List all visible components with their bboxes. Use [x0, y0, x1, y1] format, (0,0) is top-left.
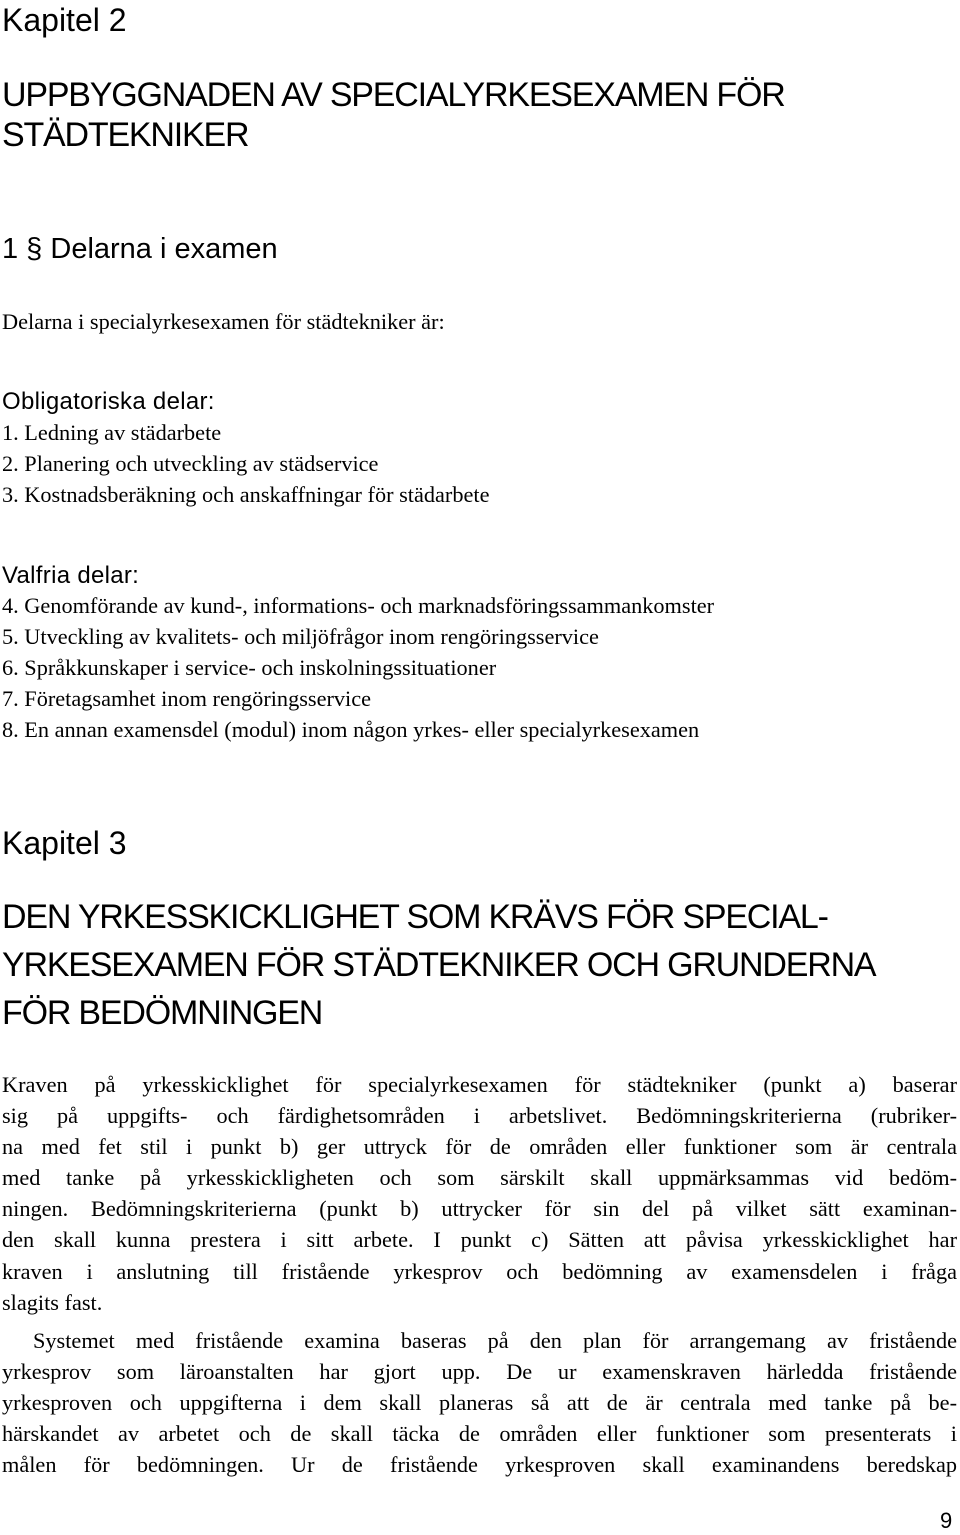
chapter-3-title-line: FÖR BEDÖMNINGEN	[2, 994, 323, 1032]
paragraph-line: ningen. Bedömningskriterierna (punkt b) uttrycker för sin del på vilket sätt examinan-	[2, 1196, 957, 1222]
section-heading: 1 § Delarna i examen	[2, 233, 278, 265]
list-item: 7. Företagsamhet inom rengöringsservice	[2, 686, 372, 712]
list-item: 2. Planering och utveckling av städservice	[2, 451, 379, 477]
optional-parts-label: Valfria delar:	[2, 562, 140, 589]
paragraph-line: yrkesproven och uppgifterna i dem skall planeras så att de är centrala med tanke på be-	[2, 1390, 957, 1416]
intro-text: Delarna i specialyrkesexamen för städtekniker är:	[2, 309, 445, 334]
chapter-2-label: Kapitel 2	[2, 2, 127, 38]
optional-parts-list	[2, 590, 714, 745]
chapter-2-title	[2, 75, 785, 155]
paragraph-line: Systemet med fristående examina baseras på den plan för arrangemang av fristående	[33, 1328, 957, 1353]
paragraph-line: sig på uppgifts- och färdighetsområden i arbetslivet. Bedömningskriterierna (rubriker-	[2, 1103, 957, 1129]
paragraph-line: med tanke på yrkesskickligheten och som särskilt skall uppmärksammas vid bedöm-	[2, 1165, 957, 1191]
paragraph-line: yrkesprov som läroanstalten har gjort upp. De ur examenskraven härledda fristående	[2, 1359, 957, 1385]
list-item: 3. Kostnadsberäkning och anskaffningar för städarbete	[2, 482, 490, 508]
list-item: 4. Genomförande av kund-, informations- och marknadsföringssammankomster	[2, 593, 715, 618]
paragraph-1	[2, 1069, 957, 1318]
paragraph-line: kraven i anslutning till fristående yrkesprov och bedömning av examensdelen i fråga	[2, 1258, 957, 1284]
paragraph-line: härskandet av arbetet och de skall täcka de områden eller funktioner som presenterats i	[2, 1421, 957, 1447]
chapter-3-title-line: DEN YRKESSKICKLIGHET SOM KRÄVS FÖR SPECIAL-	[2, 898, 828, 936]
paragraph-line: na med fet stil i punkt b) ger uttryck för de områden eller funktioner som är centrala	[2, 1134, 957, 1160]
paragraph-line: slagits fast.	[2, 1289, 103, 1315]
chapter-3-label: Kapitel 3	[2, 825, 127, 861]
page-number: 9	[940, 1508, 953, 1533]
chapter-2-title-line: STÄDTEKNIKER	[2, 116, 249, 154]
chapter-2-title-line: UPPBYGGNADEN AV SPECIALYRKESEXAMEN FÖR	[2, 76, 785, 114]
mandatory-parts-list	[2, 417, 489, 510]
chapter-3-title-line: YRKESEXAMEN FÖR STÄDTEKNIKER OCH GRUNDERNA	[2, 946, 876, 984]
list-item: 8. En annan examensdel (modul) inom någon yrkes- eller specialyrkesexamen	[2, 717, 700, 743]
list-item: 1. Ledning av städarbete	[2, 420, 222, 445]
paragraph-line: målen för bedömningen. Ur de fristående yrkesproven skall examinandens beredskap	[2, 1452, 957, 1478]
paragraph-line: den skall kunna prestera i sitt arbete. I punkt c) Sätten att påvisa yrkesskicklighet har	[2, 1227, 957, 1253]
mandatory-parts-label: Obligatoriska delar:	[2, 388, 215, 415]
chapter-3-title	[2, 897, 875, 1033]
list-item: 6. Språkkunskaper i service- och inskolningssituationer	[2, 655, 497, 681]
paragraph-line: Kraven på yrkesskicklighet för specialyrkesexamen för städtekniker (punkt a) baserar	[2, 1072, 957, 1097]
paragraph-2	[2, 1325, 957, 1480]
list-item: 5. Utveckling av kvalitets- och miljöfrågor inom rengöringsservice	[2, 624, 599, 650]
